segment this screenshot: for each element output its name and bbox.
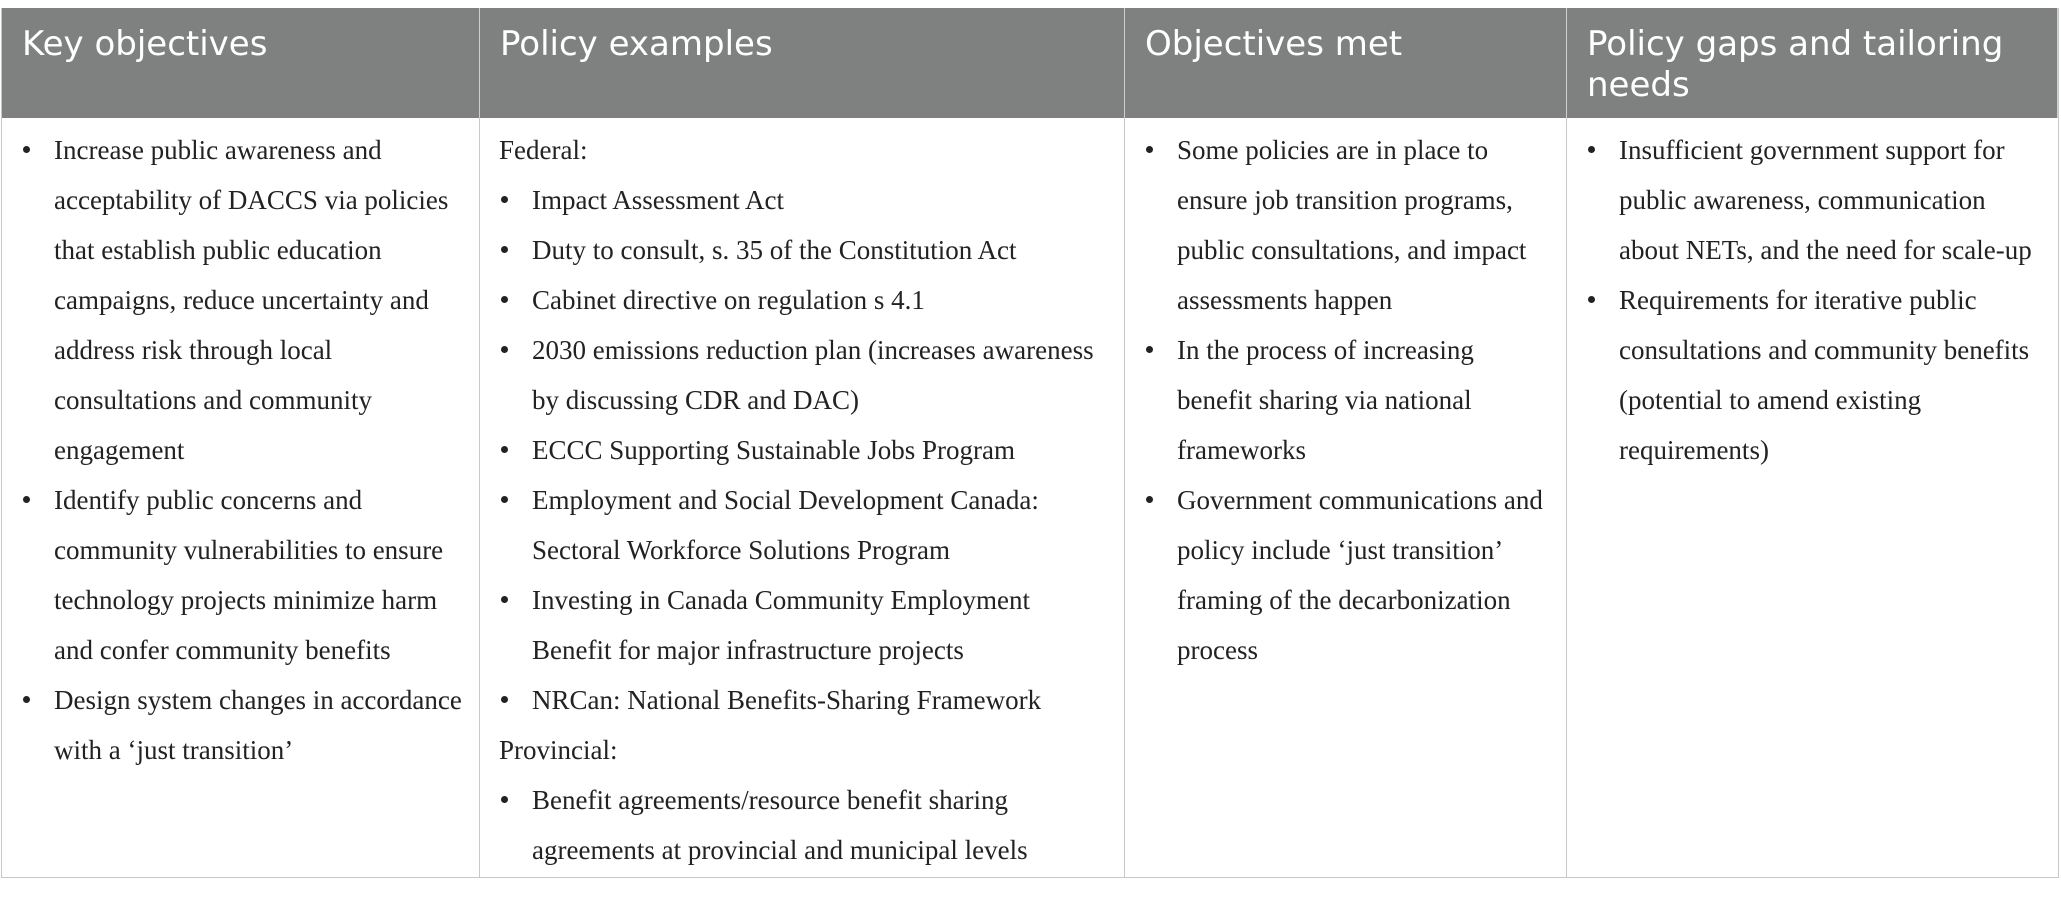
list-item: 2030 emissions reduction plan (increases awareness by discussing CDR and DAC) (499, 325, 1112, 425)
list-item: NRCan: National Benefits-Sharing Framework (499, 675, 1112, 725)
list-item: Insufficient government support for public awareness, communication about NETs, and the need for scale-up (1586, 125, 2046, 275)
list-item: Cabinet directive on regulation s 4.1 (499, 275, 1112, 325)
cell-objectives-met (1125, 118, 1567, 877)
federal-label: Federal: (499, 135, 588, 165)
policy-table (1, 8, 2059, 878)
list-item: ECCC Supporting Sustainable Jobs Program (499, 425, 1112, 475)
cell-policy-examples (480, 118, 1125, 877)
objectives-met-list (1144, 125, 1554, 675)
policy-gaps-list (1586, 125, 2046, 475)
list-item: Design system changes in accordance with a ‘just transition’ (21, 675, 467, 775)
list-item: Increase public awareness and acceptability of DACCS via policies that establish public education campaigns, reduce uncertainty and address risk through local consultations and community engagement (21, 125, 467, 475)
header-policy-examples: Policy examples (480, 8, 1125, 118)
list-item: Investing in Canada Community Employment Benefit for major infrastructure projects (499, 575, 1112, 675)
header-key-objectives: Key objectives (2, 8, 480, 118)
list-item: Requirements for iterative public consultations and community benefits (potential to amend existing requirements) (1586, 275, 2046, 475)
key-objectives-list (21, 125, 467, 775)
list-item: Employment and Social Development Canada: Sectoral Workforce Solutions Program (499, 475, 1112, 575)
cell-key-objectives (2, 118, 480, 877)
federal-policy-list (499, 175, 1112, 725)
provincial-label: Provincial: (499, 735, 618, 765)
provincial-policy-list (499, 775, 1112, 875)
list-item: Identify public concerns and community vulnerabilities to ensure technology projects minimize harm and confer community benefits (21, 475, 467, 675)
list-item: Duty to consult, s. 35 of the Constitution Act (499, 225, 1112, 275)
list-item: Some policies are in place to ensure job transition programs, public consultations, and impact assessments happen (1144, 125, 1554, 325)
list-item: In the process of increasing benefit sharing via national frameworks (1144, 325, 1554, 475)
list-item: Impact Assessment Act (499, 175, 1112, 225)
cell-policy-gaps (1567, 118, 2058, 877)
list-item: Government communications and policy include ‘just transition’ framing of the decarbonization process (1144, 475, 1554, 675)
list-item: Benefit agreements/resource benefit sharing agreements at provincial and municipal levels (499, 775, 1112, 875)
header-objectives-met: Objectives met (1125, 8, 1567, 118)
header-policy-gaps: Policy gaps and tailoring needs (1567, 8, 2058, 118)
